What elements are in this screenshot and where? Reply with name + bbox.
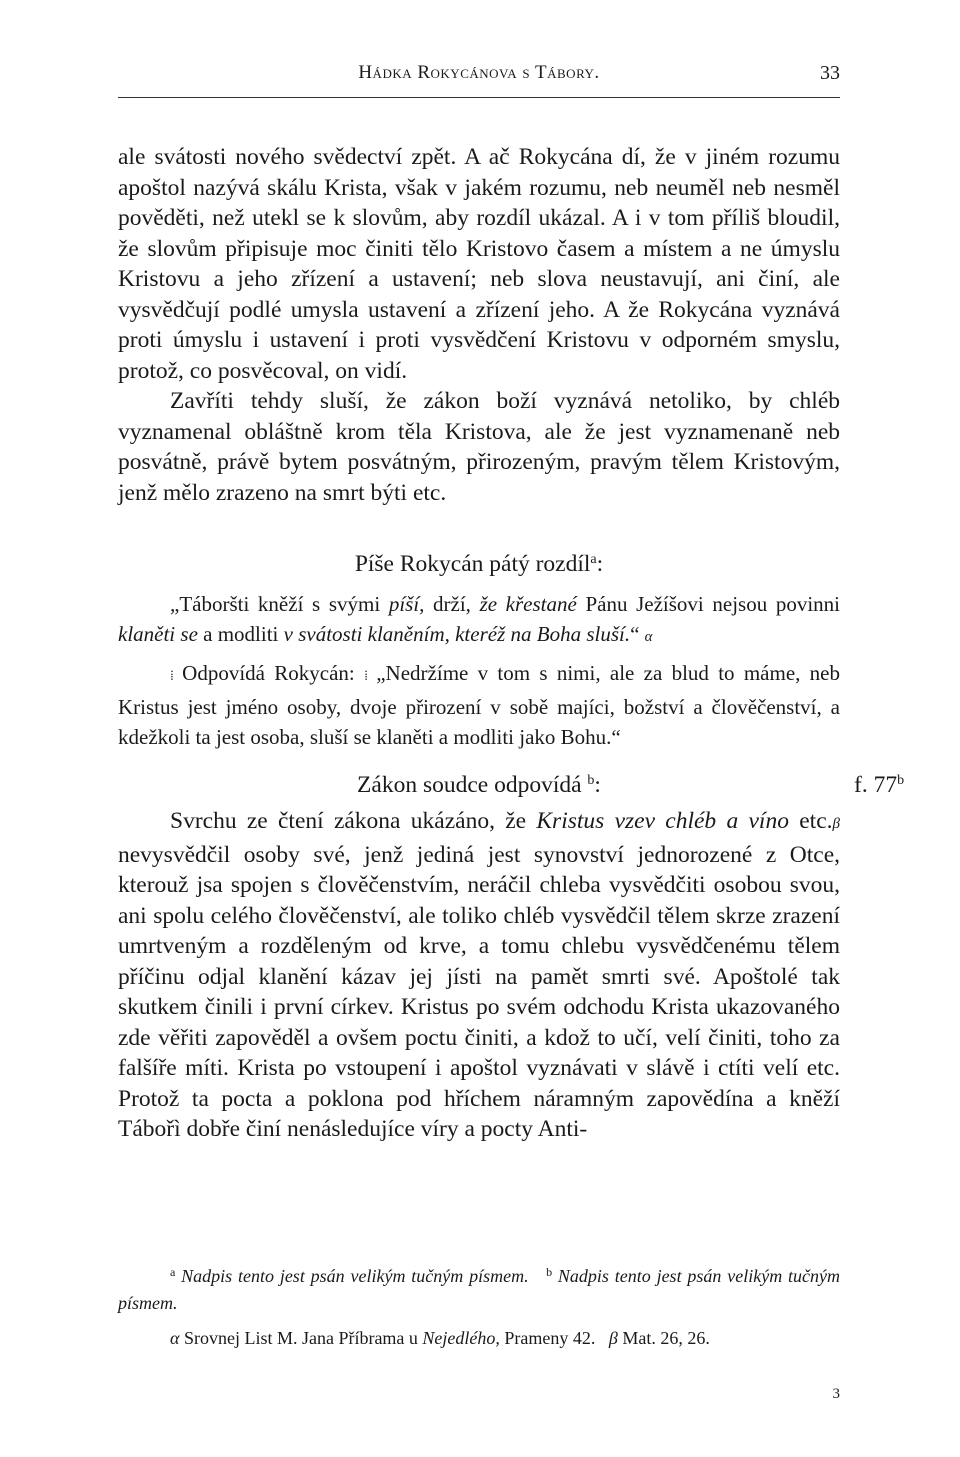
quote-1-part-5: Pánu Ježíšovi nejsou povinni [576, 591, 840, 616]
footnote-alpha-part-1: Srovnej List M. Jana Příbrama u [179, 1328, 423, 1348]
page-body [118, 142, 905, 1145]
section-mark-2: ⁞ [364, 668, 367, 684]
footnote-a-mark: a [170, 1265, 176, 1279]
heading-2-suffix: : [594, 771, 601, 798]
signature-mark: 3 [832, 1386, 840, 1402]
footnote-b-mark: b [546, 1265, 553, 1279]
margin-folio-ref [854, 770, 904, 801]
header-rule [118, 97, 840, 98]
quote-1-alpha-mark: α [644, 628, 653, 645]
section-heading-1 [118, 549, 840, 580]
quote-1-part-8: v svátosti klaněním, kteréž na Boha sluší. [283, 621, 631, 646]
quote-2-part-2: „Nedržíme v tom s nimi, ale za blud to máme, neb Kristus jest jméno osoby, dvoje přirození v sobě majíci, božství a člověčenství, a kdežkoli ta jest osoba, sluší se klaněti a modliti jako Bohu.“ [118, 660, 840, 749]
footnote-a-b [118, 1263, 840, 1317]
footnote-b-text: Nadpis tento jest psán velikým tučným písmem. [118, 1266, 840, 1313]
quote-1-part-9: “ [630, 621, 640, 646]
heading-1-suffix: : [596, 551, 604, 577]
running-head [118, 62, 840, 92]
paragraph-3-part-4: nevysvědčil osoby své, jenž jediná jest synovství jednorozené z Otce, kterouž jsa spojen s člověčenstvím, neráčil chleba vysvědčiti osobou svou, ani spolu celého člověčenství, ale toliko chléb vysvědčil tělem skrze zrazení umrtveným a rozděleným od krve, a tomu chlebu vysvědčenému tělem příčinu odjal klanění kázav jej jísti na pamět smrti své. Apoštolé tak skutkem činili i první církev. Kristus po svém odchodu Krista ukazovaného zde věřiti zapověděl a ovšem poctu činiti, a kdož to učí, velí činiti, toho za falšíře míti. Krista po vstoupení i apoštol vyznávati v slávě i ctíti velí etc. Protož ta pocta a poklona pod hříchem náramným zapovědína a kněží Tábořì dobře činí nenásledujíce víry a pocty Anti- [118, 841, 840, 1142]
footnote-alpha-mark: α [170, 1328, 180, 1348]
quote-1-part-2: píší, [388, 591, 425, 616]
running-title: Hádka Rokycánova s Tábory. [358, 62, 600, 83]
quote-2 [118, 658, 840, 752]
quote-2-part-1: Odpovídá Rokycán: [172, 660, 365, 685]
heading-1-note-mark: a [590, 552, 597, 567]
heading-2-note-mark: b [587, 772, 595, 788]
paragraph-3-beta-mark: β [832, 816, 840, 832]
margin-folio-text: f. 77 [854, 771, 898, 798]
footnote-alpha-beta [118, 1325, 840, 1352]
paragraph-3-part-1: Svrchu ze čtení zákona ukázáno, že [170, 808, 537, 834]
quote-1-part-3: drží, [424, 591, 480, 616]
quote-1-part-1: „Táboršti kněží s svými [170, 591, 389, 616]
footnote-a-text: Nadpis tento jest psán velikým tučným písmem. [175, 1266, 529, 1286]
paragraph-3 [118, 806, 840, 1145]
page-number: 33 [820, 62, 840, 84]
paragraph-1: ale svátosti nového svědectví zpět. A ač Rokycána dí, že v jiném rozumu apoštol nazývá skálu Krista, však v jakém rozumu, neb neuměl neb nesměl pověděti, než utekl se k slovům, aby rozdíl ukázal. A i v tom příliš bloudil, že slovům připisuje moc činiti tělo Kristovo časem a místem a ne úmyslu Kristovu a jeho zřízení a ustavení; neb slova neustavují, ani činí, ale vysvědčují podlé umysla ustavení a zřízení jeho. A že Rokycána vyznává proti úmyslu i ustavení i proti vysvědčení Kristovu v odporném smyslu, protož, co posvěcoval, on vidí. [118, 144, 840, 384]
section-heading-2 [118, 770, 905, 801]
section-mark-1: ⁞ [170, 668, 173, 684]
footnotes [118, 1263, 840, 1352]
margin-folio-sup: b [897, 772, 905, 788]
quote-1-part-6: klaněti se [118, 621, 198, 646]
heading-2-text: Zákon soudce odpovídá [357, 771, 582, 798]
paragraph-3-part-2: Kristus vzev chléb a víno [536, 808, 789, 834]
quote-1-part-7: a modliti [197, 621, 284, 646]
paragraph-3-part-3: etc. [788, 808, 833, 834]
quote-1 [118, 589, 840, 652]
footnote-beta-text: Mat. 26, 26. [617, 1328, 710, 1348]
footnote-alpha-part-3: Prameny 42. [499, 1328, 596, 1348]
quote-1-part-4: že křestané [479, 591, 577, 616]
footnote-beta-mark: β [608, 1328, 618, 1348]
paragraph-2: Zavříti tehdy sluší, že zákon boží vyznává netoliko, by chléb vyznamenal obláštně krom těla Kristova, ale že jest vyznamenaně neb posvátně, právě bytem posvátným, přirozeným, pravým tělem Kristovým, jenž mělo zrazeno na smrt býti etc. [118, 388, 840, 506]
footnote-alpha-part-2: Nejedlého, [422, 1328, 500, 1348]
heading-1-text: Píše Rokycán pátý rozdíl [354, 551, 591, 577]
